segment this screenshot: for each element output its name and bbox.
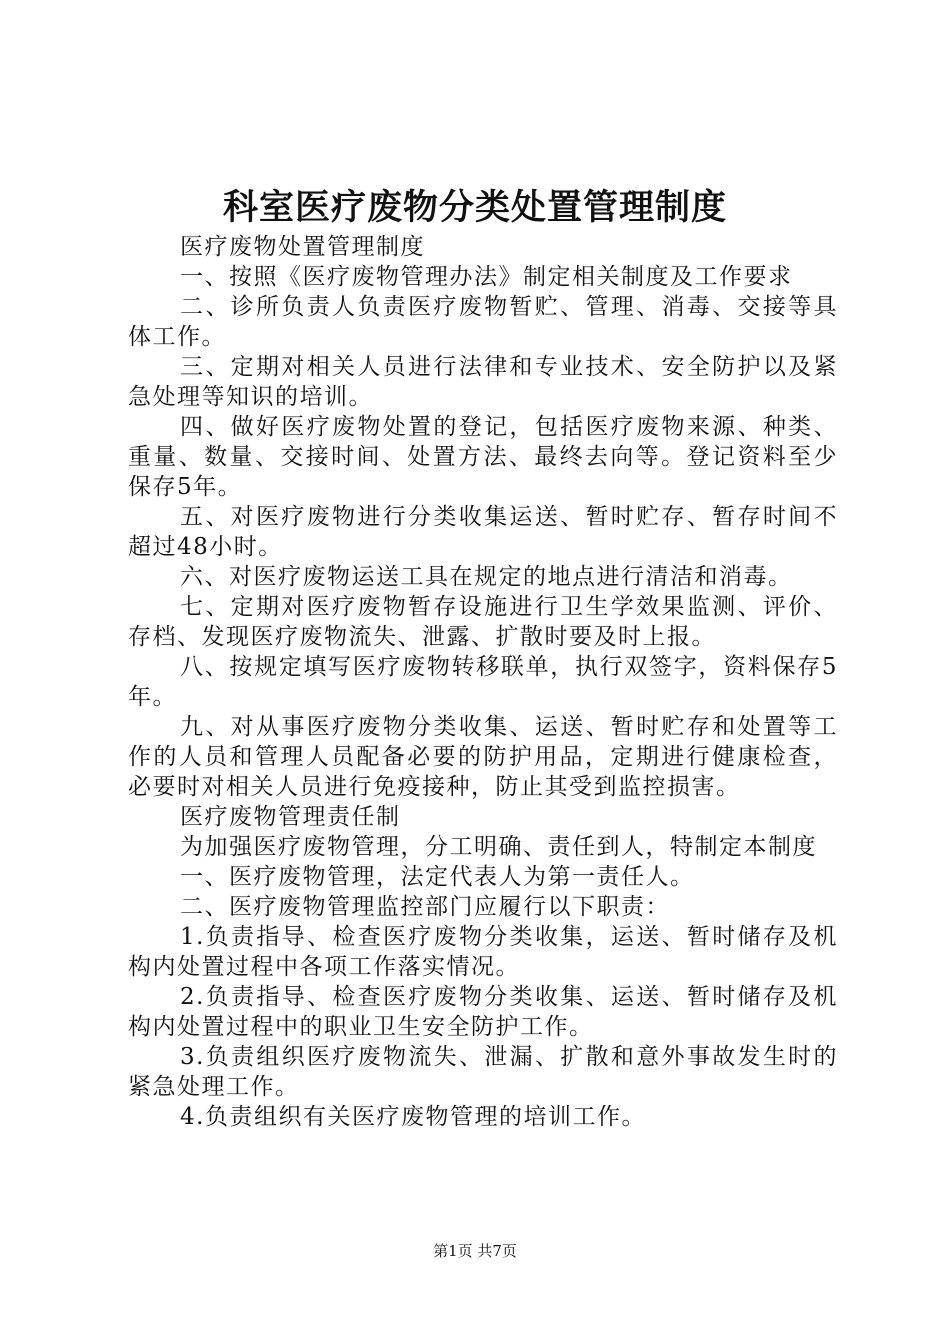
document-title: 科室医疗废物分类处置管理制度	[222, 187, 727, 228]
document-body	[128, 232, 838, 1132]
paragraph: 五、对医疗废物进行分类收集运送、暂时贮存、暂存时间不超过48小时。	[128, 504, 838, 560]
paragraph: 二、医疗废物管理监控部门应履行以下职责：	[180, 894, 670, 920]
section-heading: 医疗废物管理责任制	[180, 804, 401, 830]
paragraph: 九、对从事医疗废物分类收集、运送、暂时贮存和处置等工作的人员和管理人员配备必要的防护用品，定期进行健康检查，必要时对相关人员进行免疫接种，防止其受到监控损害。	[128, 714, 838, 800]
list-item: 2.负责指导、检查医疗废物分类收集、运送、暂时储存及机构内处置过程中的职业卫生安全防护工作。	[128, 984, 838, 1040]
paragraph: 一、医疗废物管理，法定代表人为第一责任人。	[180, 864, 695, 890]
paragraph: 八、按规定填写医疗废物转移联单，执行双签字，资料保存5年。	[128, 654, 838, 710]
list-item: 4.负责组织有关医疗废物管理的培训工作。	[180, 1104, 646, 1130]
paragraph: 三、定期对相关人员进行法律和专业技术、安全防护以及紧急处理等知识的培训。	[128, 354, 838, 410]
paragraph: 为加强医疗废物管理，分工明确、责任到人，特制定本制度	[180, 834, 817, 860]
paragraph: 七、定期对医疗废物暂存设施进行卫生学效果监测、评价、存档、发现医疗废物流失、泄露、扩散时要及时上报。	[128, 594, 838, 650]
paragraph: 六、对医疗废物运送工具在规定的地点进行清洁和消毒。	[180, 564, 793, 590]
list-item: 1.负责指导、检查医疗废物分类收集，运送、暂时储存及机构内处置过程中各项工作落实情况。	[128, 924, 838, 980]
paragraph: 二、诊所负责人负责医疗废物暂贮、管理、消毒、交接等具体工作。	[128, 294, 838, 350]
paragraph: 四、做好医疗废物处置的登记，包括医疗废物来源、种类、重量、数量、交接时间、处置方法、最终去向等。登记资料至少保存5年。	[128, 414, 838, 500]
list-item: 3.负责组织医疗废物流失、泄漏、扩散和意外事故发生时的紧急处理工作。	[128, 1044, 838, 1100]
paragraph: 医疗废物处置管理制度	[180, 234, 425, 260]
paragraph: 一、按照《医疗废物管理办法》制定相关制度及工作要求	[180, 264, 793, 290]
page-number-footer: 第1页 共7页	[433, 1242, 517, 1260]
